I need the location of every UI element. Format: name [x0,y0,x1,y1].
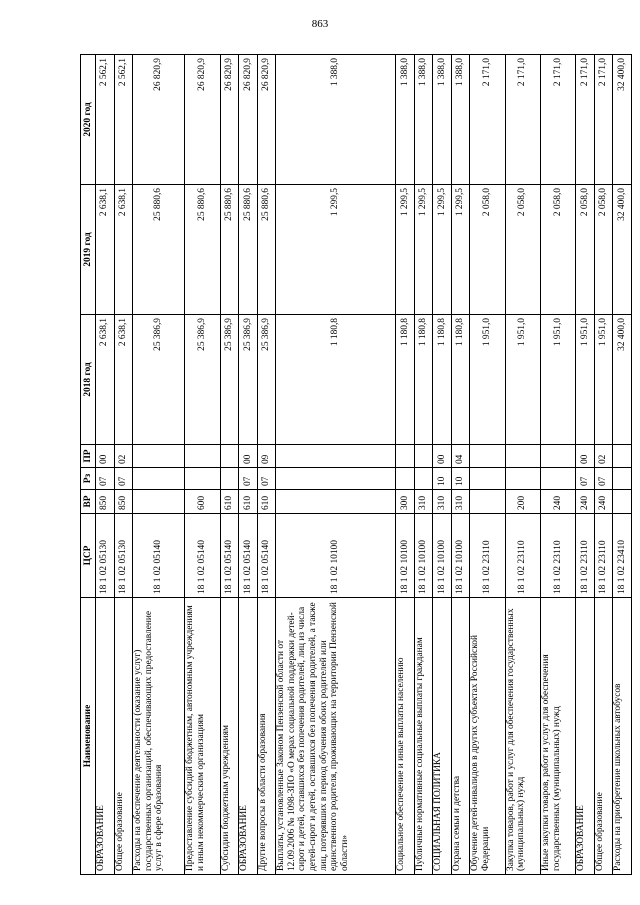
cell-name: СОЦИАЛЬНАЯ ПОЛИТИКА [433,598,452,875]
header-vr: ВР [81,490,96,514]
table-row [185,55,220,875]
cell-2020: 1 388,0 [414,55,433,185]
rotated-table-container [80,55,632,875]
table-row [470,55,505,875]
cell-name: Закупка товаров, работ и услуг для обеспечения государственных (муниципальных) нужд [505,598,540,875]
cell-2018: 2 638,1 [114,315,133,445]
cell-name: Обучение детей-инвалидов в других субъектах Российской Федерации [470,598,505,875]
table-row [594,55,613,875]
cell-pr [470,445,505,468]
table-row [220,55,239,875]
cell-2020: 26 820,9 [133,55,185,185]
cell-2018: 1 180,8 [433,315,452,445]
cell-rz: 07 [594,468,613,490]
cell-name: Иные закупки товаров, работ и услуг для обеспечения государственных (муниципальных) нужд [541,598,576,875]
cell-pr [220,445,239,468]
cell-2018: 32 400,0 [613,315,632,445]
cell-name: Охрана семьи и детства [451,598,470,875]
cell-name: ОБРАЗОВАНИЕ [96,598,115,875]
cell-2020: 1 388,0 [396,55,415,185]
cell-csr: 18 1 02 23110 [594,514,613,598]
cell-2020: 32 400,0 [613,55,632,185]
cell-vr: 310 [433,490,452,514]
cell-vr: 610 [220,490,239,514]
cell-2020: 2 562,1 [114,55,133,185]
cell-rz [396,468,415,490]
table-row [239,55,258,875]
cell-2020: 2 171,0 [470,55,505,185]
cell-name: Другие вопросы в области образования [257,598,276,875]
cell-2018: 25 386,9 [220,315,239,445]
cell-pr [133,445,185,468]
cell-2020: 1 388,0 [276,55,396,185]
cell-csr: 18 1 02 05140 [220,514,239,598]
cell-2019: 25 880,6 [220,185,239,315]
cell-pr: 02 [114,445,133,468]
cell-rz: 07 [114,468,133,490]
cell-2020: 1 388,0 [433,55,452,185]
cell-2018: 1 180,8 [414,315,433,445]
cell-pr: 00 [433,445,452,468]
cell-csr: 18 1 02 23410 [613,514,632,598]
cell-rz [185,468,220,490]
cell-name: Предоставление субсидий бюджетным, автономным учреждениям и иным некоммерческим организациям [185,598,220,875]
cell-csr: 18 1 02 10100 [451,514,470,598]
cell-name: Субсидии бюджетным учреждениям [220,598,239,875]
cell-csr: 18 1 02 05140 [257,514,276,598]
table-row [505,55,540,875]
cell-2018: 25 386,9 [239,315,258,445]
cell-vr: 200 [505,490,540,514]
cell-name: Общее образование [114,598,133,875]
table-row [96,55,115,875]
cell-2020: 1 388,0 [451,55,470,185]
cell-pr [613,445,632,468]
cell-2018: 25 386,9 [185,315,220,445]
cell-2019: 25 880,6 [257,185,276,315]
cell-pr: 00 [576,445,595,468]
cell-name: Общее образование [594,598,613,875]
cell-2020: 2 171,0 [505,55,540,185]
cell-2018: 1 951,0 [541,315,576,445]
header-pr: ПР [81,445,96,468]
header-2020: 2020 год [81,55,96,185]
cell-vr: 240 [594,490,613,514]
cell-csr: 18 1 02 05130 [114,514,133,598]
cell-vr: 850 [96,490,115,514]
cell-csr: 18 1 02 10100 [414,514,433,598]
cell-2019: 2 058,0 [541,185,576,315]
cell-vr [133,490,185,514]
cell-rz: 07 [576,468,595,490]
cell-2019: 1 299,5 [433,185,452,315]
cell-2020: 2 171,0 [594,55,613,185]
cell-vr [276,490,396,514]
header-2019: 2019 год [81,185,96,315]
cell-2020: 2 562,1 [96,55,115,185]
cell-pr [276,445,396,468]
cell-rz [470,468,505,490]
header-csr: ЦСР [81,514,96,598]
table-row [276,55,396,875]
cell-name: Расходы на обеспечение деятельности (оказание услуг) государственных организаций, обеспечивающих предоставление услуг в сфере образования [133,598,185,875]
cell-2018: 1 951,0 [505,315,540,445]
cell-rz [505,468,540,490]
cell-rz [613,468,632,490]
cell-2020: 26 820,9 [185,55,220,185]
table-row [541,55,576,875]
cell-2018: 25 386,9 [257,315,276,445]
cell-2020: 26 820,9 [220,55,239,185]
cell-2020: 26 820,9 [257,55,276,185]
cell-csr: 18 1 02 10100 [433,514,452,598]
cell-rz [276,468,396,490]
table-row [114,55,133,875]
cell-pr [505,445,540,468]
cell-csr: 18 1 02 23110 [470,514,505,598]
cell-2020: 2 171,0 [576,55,595,185]
header-rz: Рз [81,468,96,490]
table-body [96,55,632,875]
page-number: 863 [311,18,329,30]
cell-rz [414,468,433,490]
header-name: Наименование [81,598,96,875]
cell-2019: 1 299,5 [451,185,470,315]
table-header-row [81,55,96,875]
cell-2018: 1 180,8 [396,315,415,445]
cell-csr: 18 1 02 23110 [505,514,540,598]
cell-2019: 2 058,0 [576,185,595,315]
table-row [433,55,452,875]
cell-vr: 610 [239,490,258,514]
cell-2018: 25 386,9 [133,315,185,445]
cell-vr: 600 [185,490,220,514]
table-row [451,55,470,875]
cell-pr [414,445,433,468]
cell-pr: 04 [451,445,470,468]
cell-2020: 26 820,9 [239,55,258,185]
cell-csr: 18 1 02 05140 [185,514,220,598]
cell-vr: 610 [257,490,276,514]
cell-vr: 300 [396,490,415,514]
cell-2019: 2 058,0 [505,185,540,315]
cell-2019: 2 058,0 [594,185,613,315]
cell-csr: 18 1 02 05130 [96,514,115,598]
cell-2018: 1 180,8 [276,315,396,445]
cell-2019: 1 299,5 [276,185,396,315]
cell-2019: 25 880,6 [239,185,258,315]
cell-csr: 18 1 02 10100 [396,514,415,598]
cell-2019: 1 299,5 [396,185,415,315]
table-row [133,55,185,875]
cell-vr [470,490,505,514]
cell-2019: 2 638,1 [114,185,133,315]
cell-csr: 18 1 02 23110 [576,514,595,598]
cell-vr: 850 [114,490,133,514]
cell-2019: 32 400,0 [613,185,632,315]
cell-name: ОБРАЗОВАНИЕ [239,598,258,875]
cell-csr: 18 1 02 05140 [133,514,185,598]
cell-2018: 2 638,1 [96,315,115,445]
cell-pr [396,445,415,468]
cell-name: Публичные нормативные социальные выплаты гражданам [414,598,433,875]
cell-2018: 1 951,0 [576,315,595,445]
cell-rz: 07 [257,468,276,490]
table-row [576,55,595,875]
cell-vr: 240 [576,490,595,514]
cell-name: Выплаты, установленные Законом Пензенской области от 12.09.2006 № 1098-ЗПО «О мерах социальной поддержки детей-сирот и детей, оставшихся без попечения родителей, лиц из числа детей-сирот и детей, оставшихся без попечения родителей, а также лиц, потерявших в период обучения обоих родителей или единственного родителя, проживающих на территории Пензенской области» [276,598,396,875]
cell-rz: 10 [451,468,470,490]
cell-csr: 18 1 02 23110 [541,514,576,598]
cell-2018: 1 951,0 [470,315,505,445]
cell-name: Расходы на приобретение школьных автобусов [613,598,632,875]
cell-csr: 18 1 02 10100 [276,514,396,598]
cell-vr [613,490,632,514]
cell-2019: 2 638,1 [96,185,115,315]
cell-rz [220,468,239,490]
cell-rz [133,468,185,490]
table-row [257,55,276,875]
cell-name: Социальное обеспечение и иные выплаты населению [396,598,415,875]
cell-2019: 25 880,6 [185,185,220,315]
cell-pr: 09 [257,445,276,468]
table-row [396,55,415,875]
budget-table [80,54,632,875]
cell-vr: 310 [451,490,470,514]
cell-2019: 25 880,6 [133,185,185,315]
cell-pr [541,445,576,468]
cell-pr [185,445,220,468]
cell-pr: 00 [96,445,115,468]
cell-2019: 1 299,5 [414,185,433,315]
cell-pr: 00 [239,445,258,468]
cell-2020: 2 171,0 [541,55,576,185]
cell-2019: 2 058,0 [470,185,505,315]
cell-vr: 310 [414,490,433,514]
cell-rz: 07 [239,468,258,490]
cell-rz [541,468,576,490]
cell-vr: 240 [541,490,576,514]
table-row [414,55,433,875]
cell-rz: 10 [433,468,452,490]
cell-rz: 07 [96,468,115,490]
cell-2018: 1 180,8 [451,315,470,445]
cell-csr: 18 1 02 05140 [239,514,258,598]
cell-2018: 1 951,0 [594,315,613,445]
cell-pr: 02 [594,445,613,468]
table-row [613,55,632,875]
header-2018: 2018 год [81,315,96,445]
cell-name: ОБРАЗОВАНИЕ [576,598,595,875]
